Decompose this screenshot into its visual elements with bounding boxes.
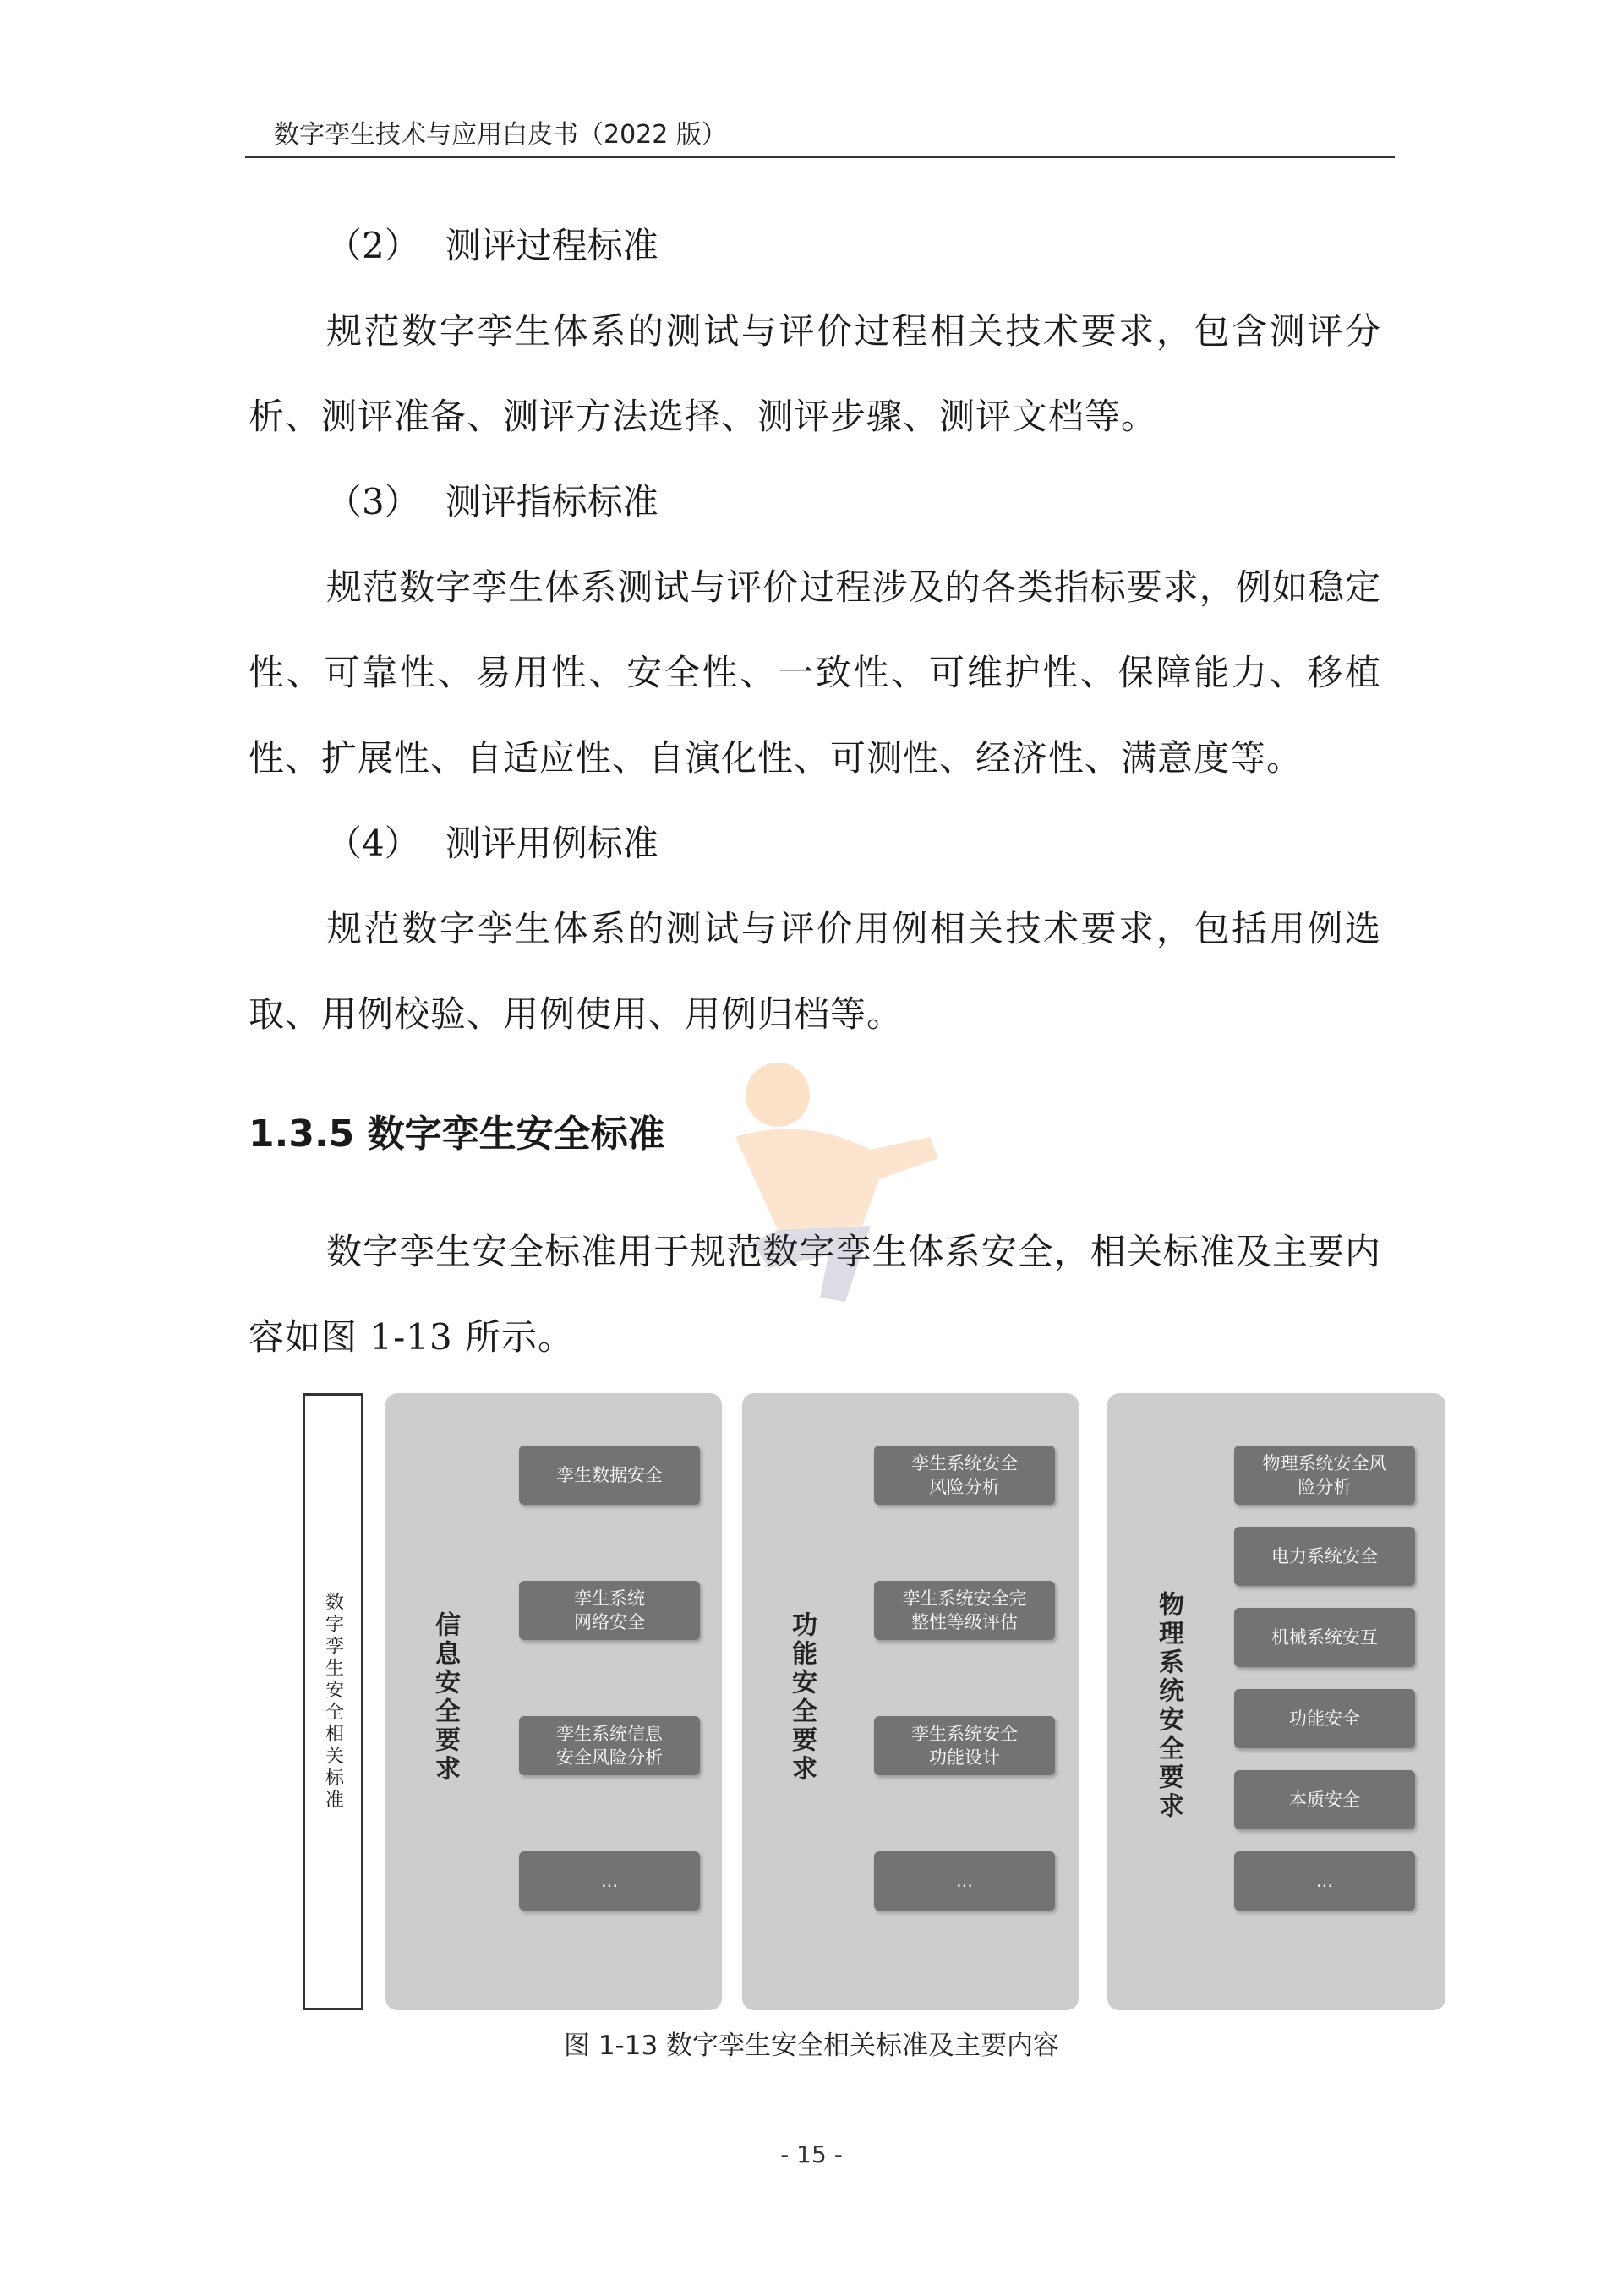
- body-text-intro: [249, 1209, 1381, 1380]
- item-box: 本质安全: [1234, 1770, 1415, 1829]
- subsection-4-body: 规范数字孪生体系的测试与评价用例相关技术要求，包括用例选取、用例校验、用例使用、用例归档等。: [249, 908, 1381, 1035]
- intro-paragraph: 数字孪生安全标准用于规范数字孪生体系安全，相关标准及主要内容如图 1-13 所示。: [249, 1231, 1381, 1358]
- panel-title: 功能安全要求: [787, 1611, 817, 1784]
- panel-physical-system-safety: [1107, 1393, 1445, 2010]
- header-title: 数字孪生技术与应用白皮书（2022 版）: [274, 120, 727, 150]
- panel-title: 信息安全要求: [430, 1611, 460, 1784]
- panel-information-security: [385, 1393, 722, 2010]
- item-box: ...: [1234, 1851, 1415, 1911]
- item-box: 孪生数据安全: [519, 1446, 700, 1505]
- item-box: 功能安全: [1234, 1689, 1415, 1748]
- page-header: [245, 110, 1395, 158]
- figure-caption: 图 1-13 数字孪生安全相关标准及主要内容: [563, 2031, 1060, 2061]
- item-box: 孪生系统信息 安全风险分析: [519, 1716, 700, 1775]
- item-box: 孪生系统安全完 整性等级评估: [874, 1581, 1055, 1640]
- page-number: - 15 -: [780, 2140, 843, 2168]
- subsection-number: （4）: [326, 823, 420, 864]
- item-box: 物理系统安全风 险分析: [1234, 1446, 1415, 1505]
- subsection-number: （3）: [326, 481, 420, 522]
- subsection-title: 测评用例标准: [445, 823, 658, 864]
- subsection-3-body: 规范数字孪生体系测试与评价过程涉及的各类指标要求，例如稳定性、可靠性、易用性、安全性、一致性、可维护性、保障能力、移植性、扩展性、自适应性、自演化性、可测性、经济性、满意度等。: [249, 566, 1381, 779]
- item-box: ...: [874, 1851, 1055, 1911]
- subsection-title: 测评过程标准: [445, 225, 658, 266]
- subsection-3-heading: [249, 459, 1381, 544]
- item-box: 孪生系统安全 风险分析: [874, 1446, 1055, 1505]
- left-label-box: [303, 1393, 363, 2010]
- subsection-number: （2）: [326, 225, 420, 266]
- security-standards-diagram: [303, 1393, 1445, 2010]
- subsection-4-heading: [249, 801, 1381, 886]
- item-box: ...: [519, 1851, 700, 1911]
- body-text-top: [249, 203, 1381, 1057]
- item-box: 孪生系统安全 功能设计: [874, 1716, 1055, 1775]
- subsection-title: 测评指标标准: [445, 481, 658, 522]
- subsection-2-heading: [249, 203, 1381, 288]
- section-heading: 1.3.5 数字孪生安全标准: [249, 1112, 665, 1156]
- panel-functional-safety: [742, 1393, 1079, 2010]
- item-box: 电力系统安全: [1234, 1527, 1415, 1586]
- panel-title: 物理系统安全要求: [1154, 1591, 1183, 1821]
- item-box: 机械系统安互: [1234, 1608, 1415, 1667]
- subsection-2-body: 规范数字孪生体系的测试与评价过程相关技术要求，包含测评分析、测评准备、测评方法选择、测评步骤、测评文档等。: [249, 310, 1381, 437]
- left-label: 数字孪生安全相关标准: [322, 1592, 344, 1812]
- item-box: 孪生系统 网络安全: [519, 1581, 700, 1640]
